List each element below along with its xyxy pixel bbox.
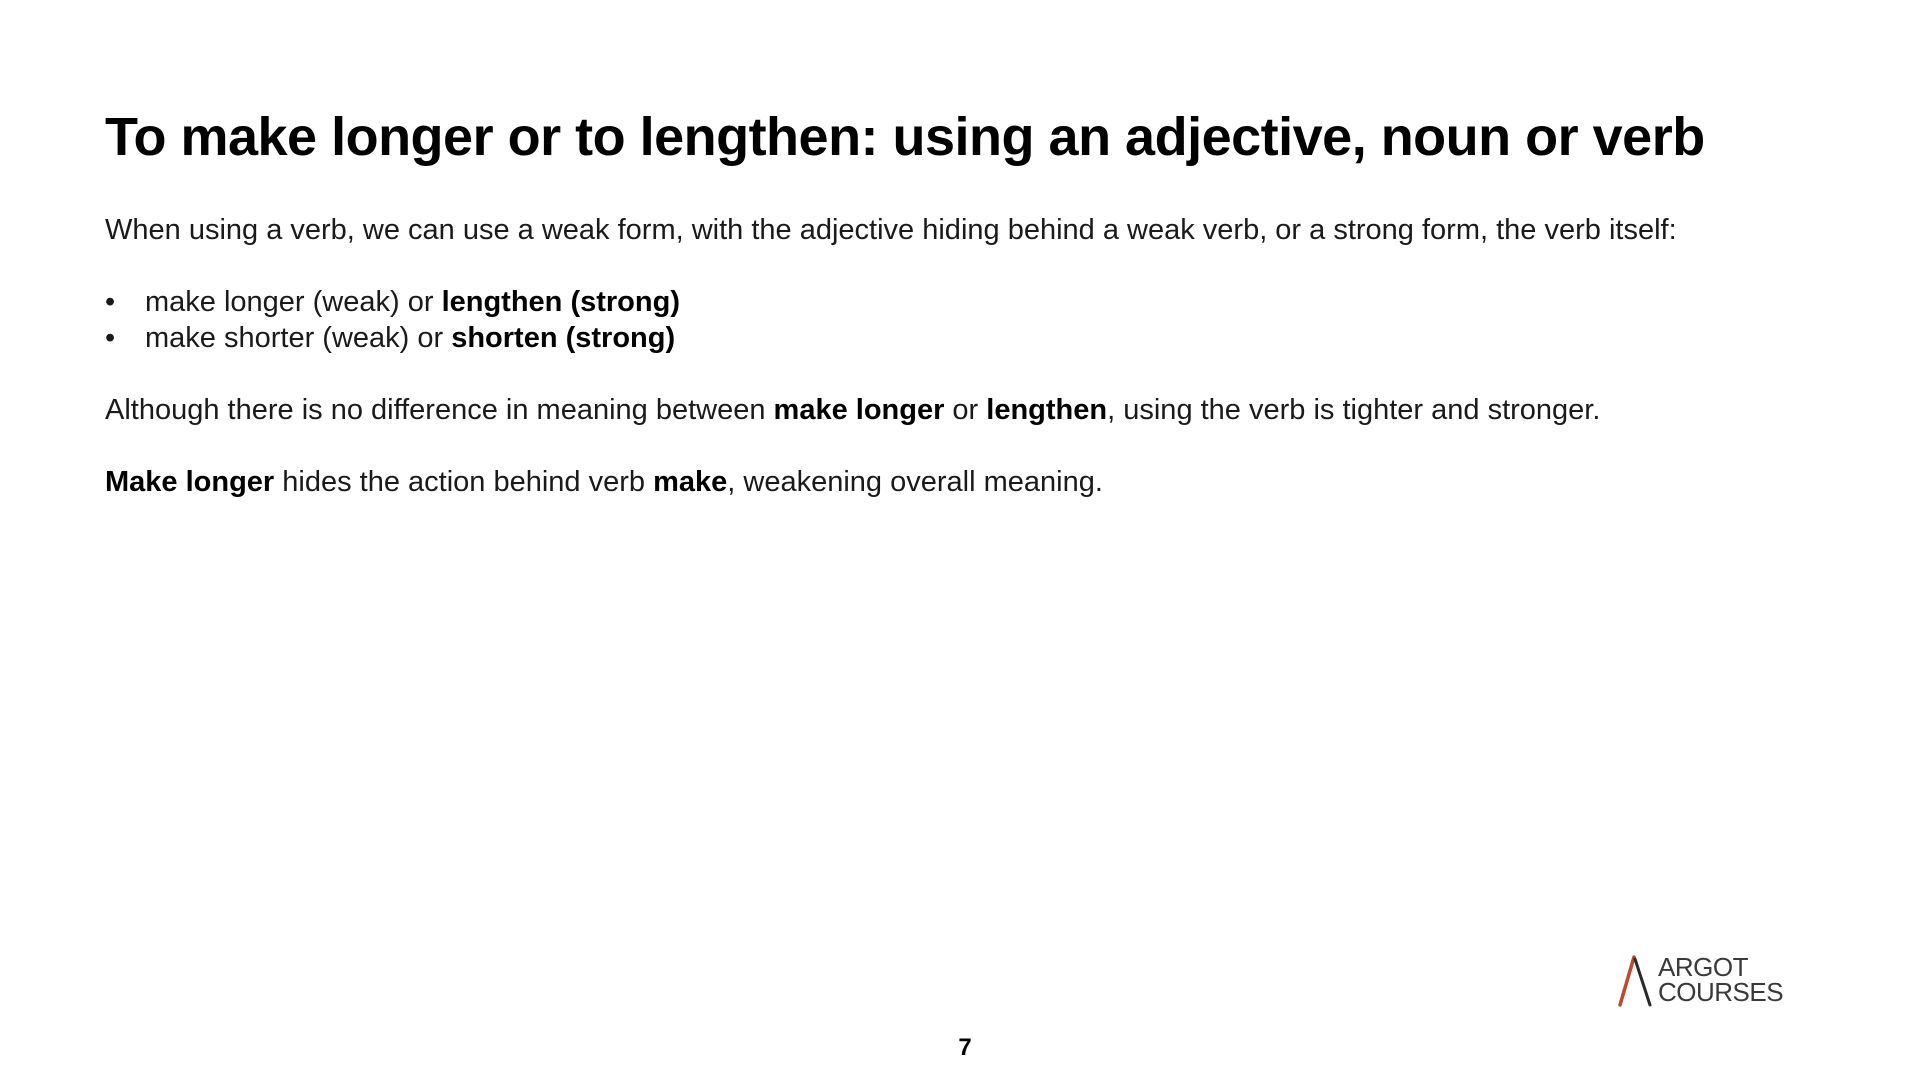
bullet-item xyxy=(105,320,1825,356)
slide-body xyxy=(105,212,1825,500)
text-segment: Although there is no difference in meaning between xyxy=(105,394,774,426)
bullet-text: make longer (weak) or xyxy=(145,286,442,318)
text-segment: or xyxy=(944,394,987,426)
bullet-list xyxy=(105,284,1825,356)
logo-line-1: ARGOT xyxy=(1658,952,1748,982)
bullet-marker: • xyxy=(105,286,116,318)
bold-segment: Make longer xyxy=(105,466,275,498)
meaning-paragraph xyxy=(105,392,1825,428)
bullet-marker: • xyxy=(105,322,116,354)
bold-segment: lengthen xyxy=(986,394,1108,426)
bullet-text: make shorter (weak) or xyxy=(145,322,452,354)
argot-courses-logo xyxy=(1616,952,1796,1007)
logo-wordmark xyxy=(1658,952,1784,1007)
bold-segment: make xyxy=(653,466,728,498)
bullet-bold-text: shorten (strong) xyxy=(451,322,676,354)
argot-logo-mark-icon xyxy=(1616,955,1654,1007)
text-segment: , using the verb is tighter and stronger. xyxy=(1107,394,1601,426)
text-segment: , weakening overall meaning. xyxy=(727,466,1103,498)
text-segment: hides the action behind verb xyxy=(274,466,654,498)
page-number: 7 xyxy=(958,1034,972,1061)
bullet-bold-text: lengthen (strong) xyxy=(441,286,680,318)
slide-title: To make longer or to lengthen: using an adjective, noun or verb xyxy=(105,107,1705,167)
weakening-paragraph xyxy=(105,464,1825,500)
intro-paragraph: When using a verb, we can use a weak form, with the adjective hiding behind a weak verb, or a strong form, the verb itself: xyxy=(105,214,1677,246)
bold-segment: make longer xyxy=(773,394,945,426)
bullet-item xyxy=(105,284,1825,320)
logo-line-2: COURSES xyxy=(1658,977,1784,1007)
